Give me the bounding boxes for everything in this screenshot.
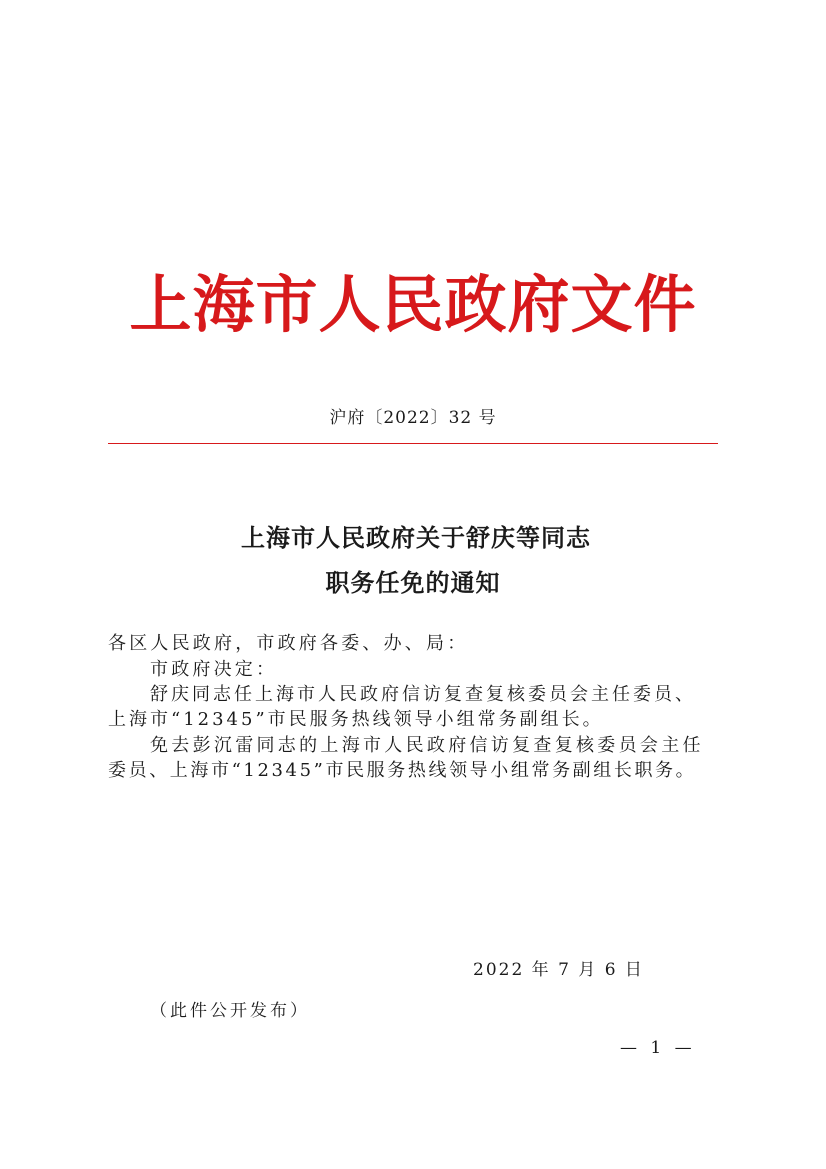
red-separator-line — [108, 443, 718, 444]
removal-paragraph-line-2: 委员、上海市“12345”市民服务热线领导小组常务副组长职务。 — [108, 760, 697, 781]
salutation: 各区人民政府，市政府各委、办、局： — [108, 633, 469, 654]
appointment-paragraph-line-1: 舒庆同志任上海市人民政府信访复查复核委员会主任委员、 — [150, 684, 696, 705]
issuer-header-title: 上海市人民政府文件 — [129, 268, 697, 341]
document-number: 沪府〔2022〕32 号 — [329, 408, 497, 428]
appointment-paragraph-line-2: 上海市“12345”市民服务热线领导小组常务副组长。 — [108, 709, 604, 730]
issue-date: 2022 年 7 月 6 日 — [473, 960, 644, 980]
removal-paragraph-line-1: 免去彭沉雷同志的上海市人民政府信访复查复核委员会主任 — [150, 735, 704, 756]
notice-title-line-2: 职务任免的通知 — [325, 568, 501, 597]
page-number: — 1 — — [620, 1038, 696, 1058]
public-release-note: （此件公开发布） — [150, 1001, 310, 1021]
notice-title-line-1: 上海市人民政府关于舒庆等同志 — [241, 523, 591, 552]
decision-intro: 市政府决定： — [150, 659, 278, 680]
